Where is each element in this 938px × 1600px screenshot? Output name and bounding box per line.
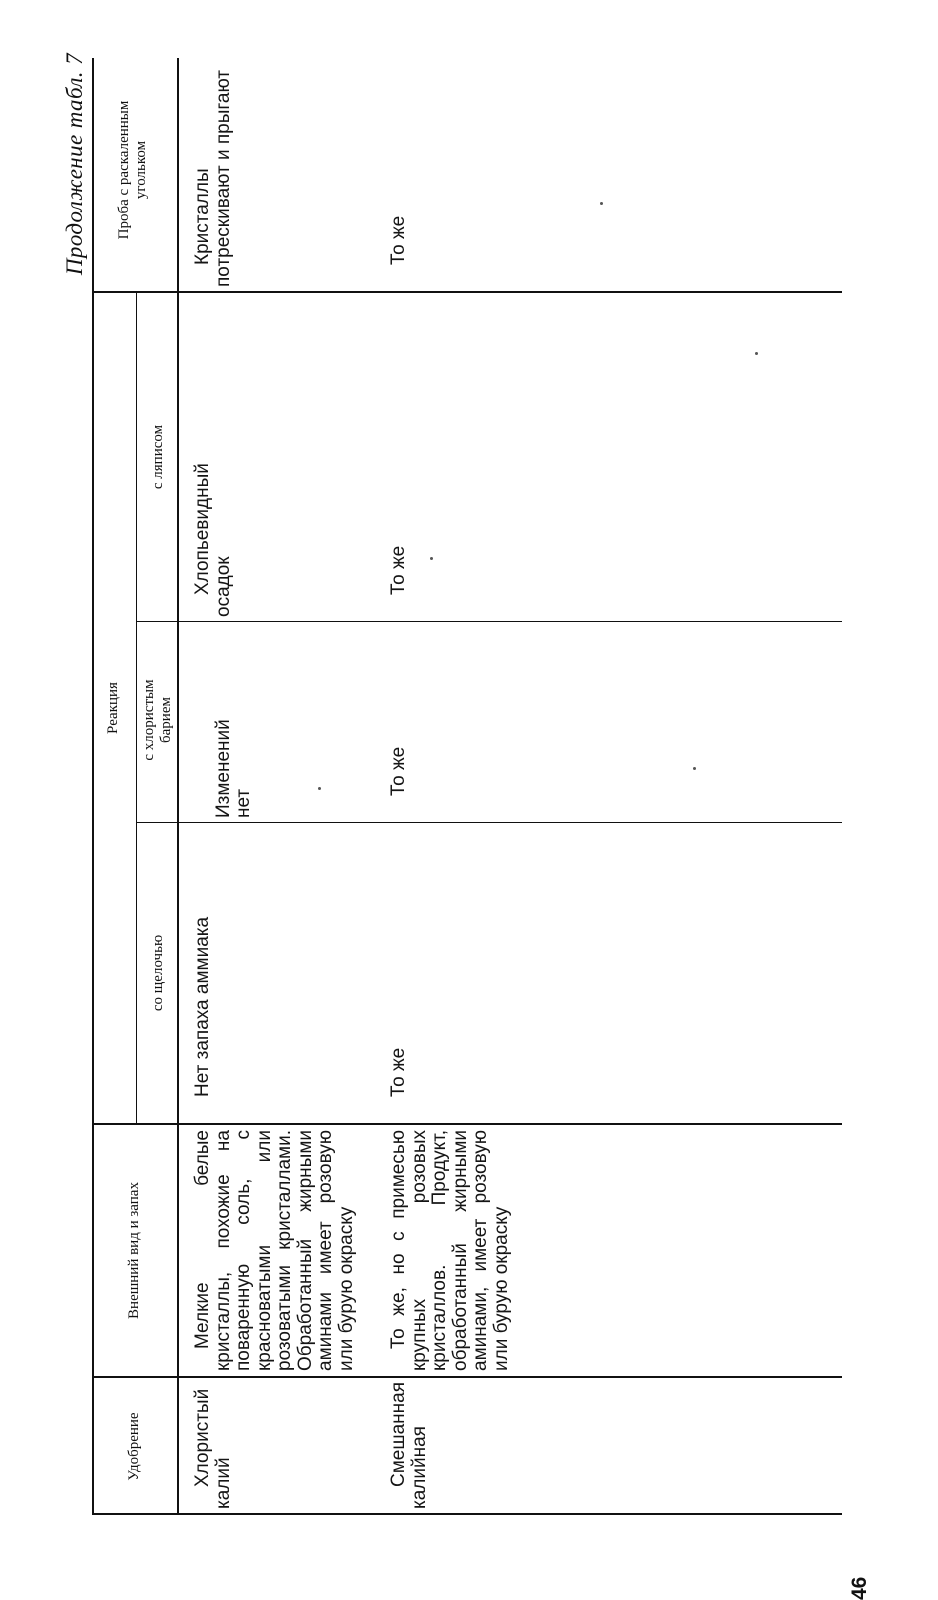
header-appearance: Внешний вид и запах — [126, 1182, 142, 1319]
column-rule — [92, 1123, 842, 1125]
row2-appearance: То же, но с примесью крупных розовых кристаллов. Продукт, обработанный жирными аминами, имеет розовую или бурую окраску — [388, 1130, 512, 1371]
row2-with-lime: То же — [388, 545, 409, 595]
column-rule — [92, 1376, 842, 1378]
row2-coal-test: То же — [388, 215, 409, 265]
header-reaction-group: Реакция — [105, 682, 121, 734]
scan-speck — [318, 787, 321, 790]
column-rule — [92, 1513, 842, 1515]
continuation-title: Продолжение табл. 7 — [62, 53, 87, 276]
row1-coal-test: Кристаллы потрескивают и прыгают — [192, 70, 234, 287]
data-table — [92, 58, 842, 1515]
column-rule — [136, 621, 842, 622]
scan-speck — [755, 352, 758, 355]
table-top-rule — [92, 58, 94, 1515]
reaction-group-rule — [136, 292, 137, 1125]
row1-appearance: Мелкие белые кристаллы, похожие на поваренную соль, с красноватыми или розоватыми кристаллами. Обработанный жирными аминами имеет розовую или бурую окраску — [192, 1130, 357, 1371]
header-fertilizer: Удобрение — [126, 1412, 142, 1481]
header-with-barium: с хлористым барием — [141, 679, 174, 761]
row1-with-barium: Изменений нет — [212, 719, 254, 818]
scan-speck — [693, 767, 696, 770]
row1-with-alkali: Нет запаха аммиака — [192, 916, 213, 1097]
scan-speck — [600, 202, 603, 205]
header-with-alkali: со щелочью — [150, 934, 166, 1012]
row1-with-lime: Хлопьевидный осадок — [192, 463, 234, 617]
page-number: 46 — [848, 1576, 871, 1600]
row1-fertilizer: Хлористый калий — [192, 1388, 234, 1509]
column-rule — [136, 822, 842, 823]
header-with-lime: с ляписом — [150, 424, 166, 490]
row2-with-barium: То же — [388, 746, 409, 796]
row2-with-alkali: То же — [388, 1047, 409, 1097]
header-bottom-rule — [177, 58, 179, 1515]
scan-speck — [430, 557, 433, 560]
column-rule — [92, 291, 842, 293]
row2-fertilizer: Смешанная калийная — [388, 1381, 430, 1509]
header-coal-test: Проба с раскаленным угольком — [116, 100, 149, 240]
